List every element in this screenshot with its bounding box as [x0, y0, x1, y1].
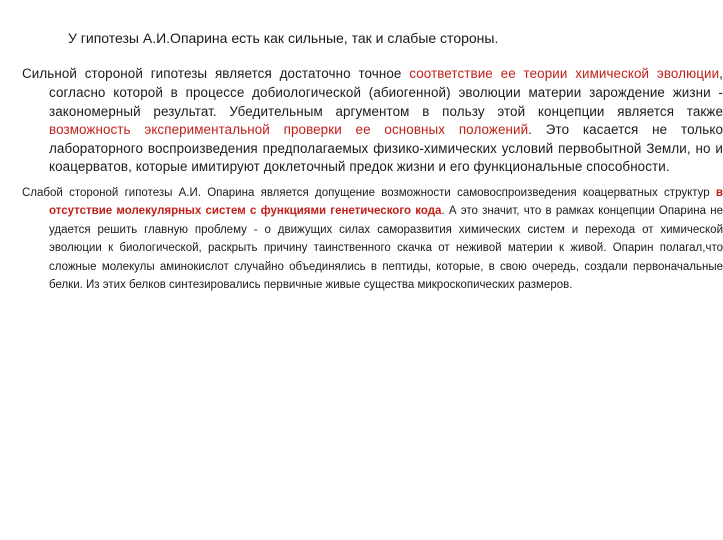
intro-heading: У гипотезы А.И.Опарина есть как сильные, так и слабые стороны.	[68, 30, 499, 46]
strong-side-text-3: . Это касается не только лабораторного воспроизведения предполагаемых физико-химических условий первобытной Земли, но и коацерватов, которые имитируют доклеточный предок жизни и его функциональные способности.	[49, 122, 723, 175]
strong-side-text-2: , согласно которой в процессе добиологической (абиогенной) эволюции материи зарождение жизни - закономерный результат. Убедительным аргументом в пользу этой концепции является также	[49, 66, 723, 119]
strong-side-highlight-2: возможность экспериментальной проверки ее основных положений	[49, 122, 529, 138]
weak-side-text-1: Слабой стороной гипотезы А.И. Опарина является допущение возможности самовоспроизведения коацерватных структур	[22, 186, 716, 199]
weak-side-paragraph	[22, 184, 723, 296]
strong-side-text-1: Сильной стороной гипотезы является достаточно точное	[22, 66, 410, 82]
strong-side-highlight-1: соответствие ее теории химической эволюции	[409, 66, 720, 82]
weak-side-text-2: . А это значит, что в рамках концепции Опарина не удается решить главную проблему - о движущих силах саморазвития химических систем и перехода от химической эволюции к биологической, раскрыть причину таинственного скачка от неживой материи к живой. Опарин полагал,что сложные молекулы аминокислот случайно объединялись в пептиды, которые, в свою очередь, создали первоначальные белки. Из этих белков синтезировались первичные живые существа микроскопических размеров.	[49, 205, 723, 292]
weak-side-highlight-1: в отсутствие молекулярных систем с функциями генетического кода	[49, 186, 723, 218]
strong-side-paragraph	[22, 65, 723, 177]
